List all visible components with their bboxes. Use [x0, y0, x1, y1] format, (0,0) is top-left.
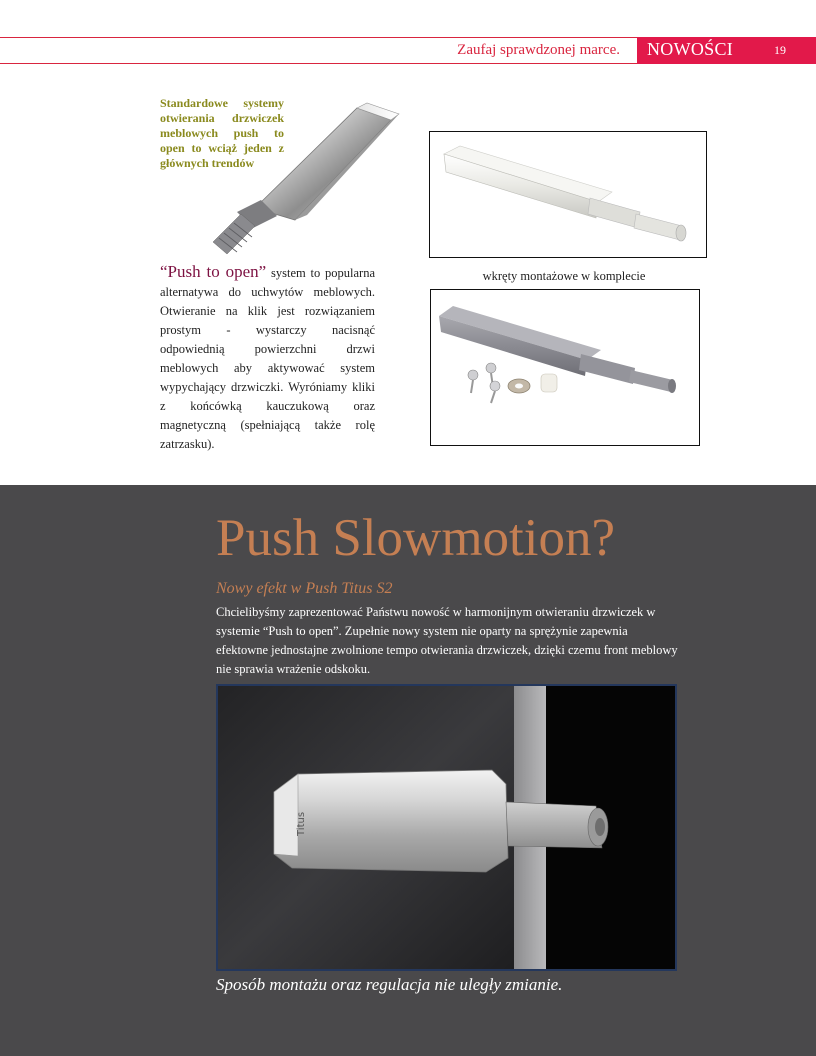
grey-push-latch-photo-frame	[430, 289, 700, 446]
section-label: NOWOŚCI	[647, 39, 734, 59]
section-badge	[637, 37, 816, 64]
washer-icon	[508, 379, 530, 393]
silver-push-latch-image	[205, 100, 400, 260]
white-push-latch-image	[430, 132, 706, 257]
slowmotion-subheading: Nowy efekt w Push Titus S2	[216, 580, 393, 597]
titus-brand-label: Titus	[296, 811, 307, 836]
grey-push-latch-with-screws-image	[431, 290, 699, 445]
intro-body-text: system to popularna alternatywa do uchwytów meblowych. Otwieranie na klik jest rozwiązaniem prostym - wystarczy nacisnąć odpowiednią powierzchni drzwi meblowych aby aktywować system wypychający drzwiczki. Wyróniamy kliki z końcówką kauczukową oraz magnetyczną (spełniającą także rolę zatrzasku).	[160, 266, 375, 451]
titus-push-latch-photo	[216, 684, 677, 971]
page-number: 19	[774, 43, 786, 57]
screw-icon	[468, 370, 478, 393]
white-push-latch-photo-frame	[429, 131, 707, 258]
header-tagline: Zaufaj sprawdzonej marce.	[457, 42, 620, 58]
slowmotion-paragraph: Chcielibyśmy zaprezentować Państwu nowość w harmonijnym otwieraniu drzwiczek w systemie “Push to open”. Zupełnie nowy system nie oparty na sprężynie zapewnia efektowne jednostajne zwolnione tempo otwierania drzwiczek, dzięki czemu front meblowy nie sprawia wrażenie odskoku.	[216, 605, 678, 676]
intro-body	[160, 262, 375, 454]
screw-icon	[490, 381, 500, 403]
intro-lead: “Push to open”	[160, 262, 267, 281]
screws-caption: wkręty montażowe w komplecie	[482, 269, 646, 283]
slowmotion-heading: Push Slowmotion?	[216, 509, 616, 567]
titus-push-latch-image	[218, 686, 675, 969]
intro-caption: Standardowe systemy otwierania drzwiczek meblowych push to open to wciąż jeden z głównych trendów	[160, 96, 284, 170]
magnet-cap-icon	[541, 374, 557, 392]
slowmotion-caption: Sposób montażu oraz regulacja nie uległy zmianie.	[216, 975, 563, 994]
